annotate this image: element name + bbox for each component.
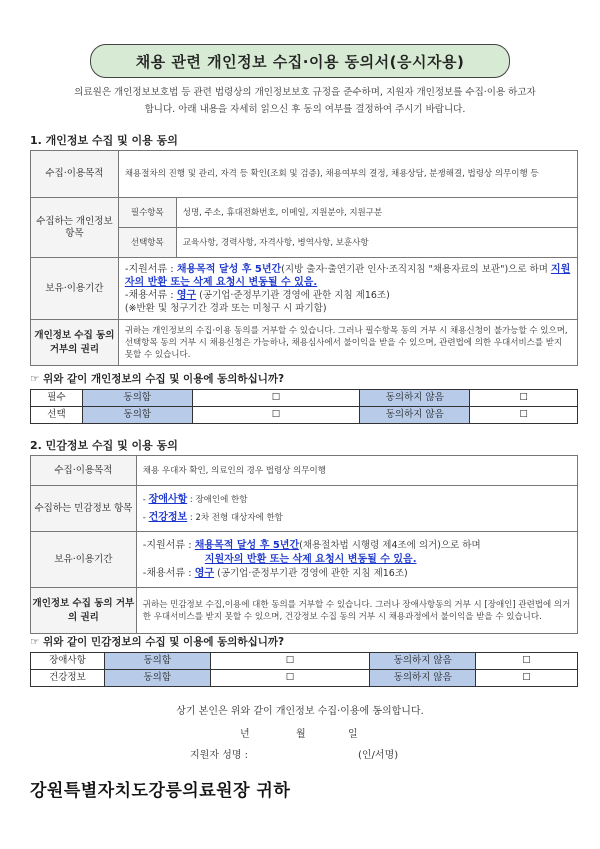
s1-purpose-label: 수집·이용목적	[31, 151, 119, 198]
s2-retention-label: 보유·이용기간	[31, 532, 137, 588]
s1-consent-row-required	[31, 390, 578, 407]
section2-title: 2. 민감정보 수집 및 이용 동의	[30, 439, 178, 452]
s2-question: ☞ 위와 같이 민감정보의 수집 및 이용에 동의하십니까?	[30, 636, 285, 648]
s2-items-text: - 장애사항 : 장애인에 한함 - 건강정보 : 2차 전형 대상자에 한함	[136, 486, 577, 532]
s2-health-disagree-checkbox[interactable]: ☐	[476, 670, 578, 687]
s1-consent-row-optional	[31, 407, 578, 424]
s2-disability-agree-label: 동의함	[104, 653, 210, 670]
s2-health-disagree-label: 동의하지 않음	[370, 670, 476, 687]
document-title: 채용 관련 개인정보 수집·이용 동의서(응시자용)	[135, 52, 465, 71]
date-year-label: 년	[240, 729, 250, 740]
s1-items-label: 수집하는 개인정보 항목	[31, 198, 119, 258]
date-month-label: 월	[296, 729, 306, 740]
s1-optional-label: 선택항목	[118, 228, 176, 258]
s2-purpose-text: 채용 우대자 확인, 의료인의 경우 법령상 의무이행	[136, 456, 577, 486]
s2-purpose-label: 수집·이용목적	[31, 456, 137, 486]
s1-consent-table	[30, 389, 578, 424]
s1-question: ☞ 위와 같이 개인정보의 수집 및 이용에 동의하십니까?	[30, 373, 285, 385]
section1-info-table	[30, 150, 578, 366]
s1-required-agree-label: 동의함	[82, 390, 192, 407]
s2-retention-text: -지원서류 : 채용목적 달성 후 5년간(채용절차법 시행령 제4조에 의거)으로 하며 지원자의 반환 또는 삭제 요청시 변동될 수 있음. -채용서류 : 영구 (공기업·준정부기관 경영에 관한 지침 제16조)	[136, 532, 577, 588]
s2-disability-row-label: 장애사항	[31, 653, 105, 670]
applicant-name-label: 지원자 성명 :	[190, 750, 249, 761]
s1-refuse-text: 귀하는 개인정보의 수집·이용 동의를 거부할 수 있습니다. 그러나 필수항목 동의 거부 시 채용신청이 불가능할 수 있으며, 선택항목 동의 거부 시 채용신청은 가능하나, 채용심사에서 불이익을 받을 수 있으며, 관련법에 의한 우대서비스를 받지 못할 수 있습니다.	[118, 320, 577, 366]
document-title-box	[90, 44, 510, 78]
s2-refuse-label: 개인정보 수집 동의 거부의 권리	[31, 588, 137, 634]
s2-health-row-label: 건강정보	[31, 670, 105, 687]
s2-refuse-text: 귀하는 민감정보 수집,이용에 대한 동의를 거부할 수 있습니다. 그러나 장애사항동의 거부 시 [장애인] 관련법에 의거한 우대서비스를 받지 못할 수 있으며, 건강정보 수집 동의 거부 시 채용과정에서 불이익을 받을 수 있습니다.	[136, 588, 577, 634]
s1-retention-label: 보유·이용기간	[31, 258, 119, 320]
s1-optional-disagree-label: 동의하지 않음	[360, 407, 470, 424]
s1-required-row-label: 필수	[31, 390, 83, 407]
signature-label: (인/서명)	[358, 750, 399, 761]
s2-disability-disagree-checkbox[interactable]: ☐	[476, 653, 578, 670]
s1-required-label: 필수항목	[118, 198, 176, 228]
s1-optional-text: 교육사항, 경력사항, 자격사항, 병역사항, 보훈사항	[176, 228, 577, 258]
s1-purpose-text: 채용절차의 진행 및 관리, 자격 등 확인(조회 및 검증), 채용여부의 결정, 채용상담, 분쟁해결, 법령상 의무이행 등	[118, 151, 577, 198]
s2-consent-row-health	[31, 670, 578, 687]
s1-refuse-label: 개인정보 수집 동의 거부의 권리	[31, 320, 119, 366]
s2-disability-agree-checkbox[interactable]: ☐	[210, 653, 370, 670]
section2-info-table	[30, 455, 578, 634]
date-day-label: 일	[348, 729, 358, 740]
section1-title: 1. 개인정보 수집 및 이용 동의	[30, 134, 178, 147]
s2-consent-row-disability	[31, 653, 578, 670]
addressee: 강원특별자치도강릉의료원장 귀하	[30, 781, 291, 801]
s2-disability-disagree-label: 동의하지 않음	[370, 653, 476, 670]
consent-statement: 상기 본인은 위와 같이 개인정보 수집·이용에 동의합니다.	[176, 706, 424, 717]
s1-optional-row-label: 선택	[31, 407, 83, 424]
intro-text	[40, 84, 570, 118]
s1-optional-agree-checkbox[interactable]: ☐	[192, 407, 360, 424]
s1-required-agree-checkbox[interactable]: ☐	[192, 390, 360, 407]
s2-items-label: 수집하는 민감정보 항목	[31, 486, 137, 532]
s1-optional-disagree-checkbox[interactable]: ☐	[470, 407, 578, 424]
s1-optional-agree-label: 동의함	[82, 407, 192, 424]
intro-line-2: 합니다. 아래 내용을 자세히 읽으신 후 동의 여부를 결정하여 주시기 바랍니다.	[144, 104, 466, 115]
intro-line-1: 의료원은 개인정보보호법 등 관련 법령상의 개인정보보호 규정을 준수하며, 지원자 개인정보를 수집·이용 하고자	[74, 87, 536, 98]
s1-required-disagree-checkbox[interactable]: ☐	[470, 390, 578, 407]
s1-retention-text: -지원서류 : 채용목적 달성 후 5년간(지방 출자·출연기관 인사·조직지침 "채용자료의 보관")으로 하며 지원자의 반환 또는 삭제 요청시 변동될 수 있음. -채용서류 : 영구 (공기업·준정부기관 경영에 관한 지침 제16조) (※반환 및 청구기간 경과 또는 미청구 시 파기함)	[118, 258, 577, 320]
s2-health-agree-checkbox[interactable]: ☐	[210, 670, 370, 687]
s1-required-text: 성명, 주소, 휴대전화번호, 이메일, 지원분야, 지원구분	[176, 198, 577, 228]
s2-consent-table	[30, 652, 578, 687]
s2-health-agree-label: 동의함	[104, 670, 210, 687]
s1-required-disagree-label: 동의하지 않음	[360, 390, 470, 407]
